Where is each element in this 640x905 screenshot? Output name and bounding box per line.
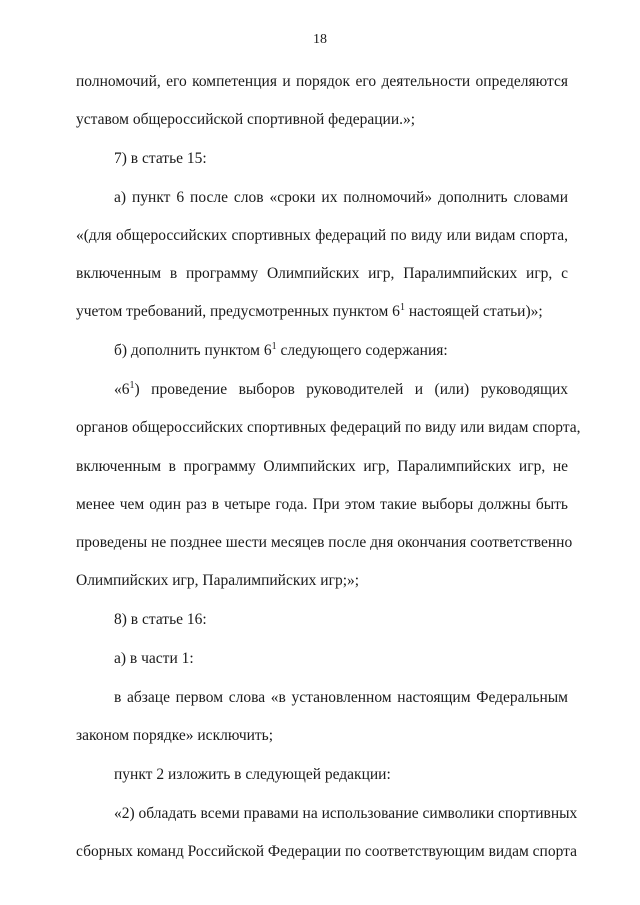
text-segment: ) проведение выборов руководителей и (или) руководящих — [134, 381, 568, 398]
text-line: полномочий, его компетенция и порядок его деятельности определяются — [76, 73, 568, 90]
text-line: проведены не позднее шести месяцев после дня окончания соответственно — [76, 534, 573, 551]
text-line — [114, 380, 568, 400]
text-segment: б) дополнить пунктом 6 — [114, 342, 272, 359]
text-segment: учетом требований, предусмотренных пунктом 6 — [76, 303, 400, 320]
superscript: 1 — [399, 302, 405, 313]
list-item-heading: а) в части 1: — [114, 650, 194, 667]
text-line: Олимпийских игр, Паралимпийских игр;»; — [76, 572, 360, 589]
text-line: включенным в программу Олимпийских игр, Паралимпийских игр, не — [76, 458, 568, 475]
superscript: 1 — [129, 380, 135, 391]
text-line: в абзаце первом слова «в установленном настоящим Федеральным — [114, 689, 568, 706]
text-line: «2) обладать всеми правами на использование символики спортивных — [114, 805, 578, 822]
text-line: включенным в программу Олимпийских игр, Паралимпийских игр, с — [76, 265, 568, 282]
list-item-heading: 7) в статье 15: — [114, 150, 207, 167]
text-segment: следующего содержания: — [276, 342, 448, 359]
text-line: сборных команд Российской Федерации по соответствующим видам спорта — [76, 843, 577, 860]
page-number: 18 — [313, 32, 327, 47]
text-line — [114, 341, 448, 361]
text-line: пункт 2 изложить в следующей редакции: — [114, 766, 391, 783]
text-line: законом порядке» исключить; — [76, 727, 274, 744]
list-item-heading: 8) в статье 16: — [114, 611, 207, 628]
text-line: «(для общероссийских спортивных федераций по виду или видам спорта, — [76, 227, 568, 244]
text-line: уставом общероссийской спортивной федерации.»; — [76, 111, 416, 128]
text-line: органов общероссийских спортивных федераций по виду или видам спорта, — [76, 419, 581, 436]
text-line: а) пункт 6 после слов «сроки их полномочий» дополнить словами — [114, 189, 568, 206]
text-segment: «6 — [114, 381, 130, 398]
superscript: 1 — [271, 341, 277, 352]
text-line — [76, 302, 543, 322]
text-segment: настоящей статьи)»; — [404, 303, 543, 320]
text-line: менее чем один раз в четыре года. При этом такие выборы должны быть — [76, 496, 568, 513]
